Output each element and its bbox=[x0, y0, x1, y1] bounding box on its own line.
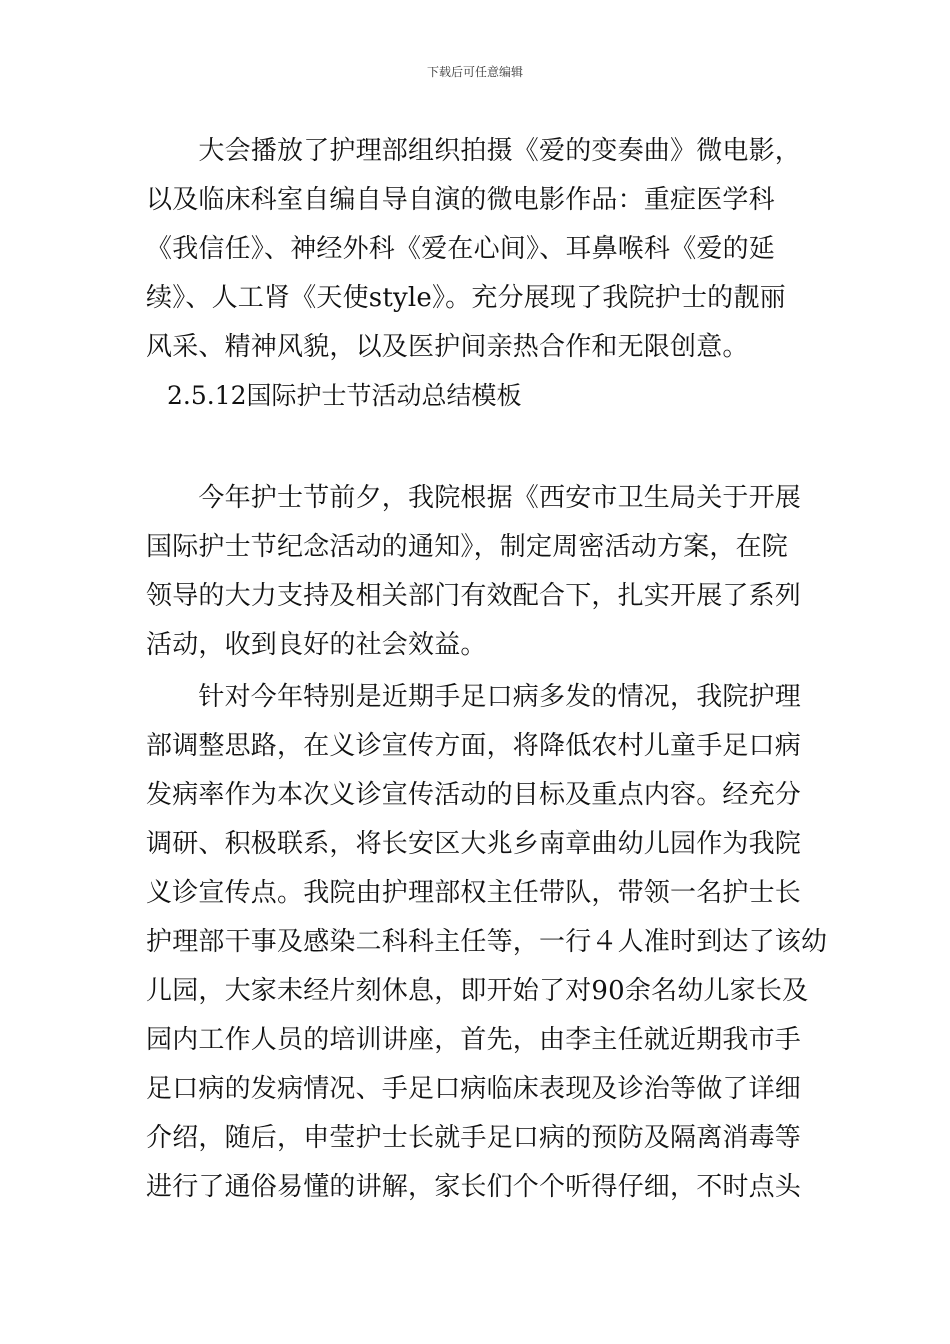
text-line: 进行了通俗易懂的讲解，家长们个个听得仔细，不时点头 bbox=[146, 1172, 802, 1202]
text-line: 部调整思路，在义诊宣传方面，将降低农村儿童手足口病 bbox=[146, 731, 802, 761]
header-note: 下载后可任意编辑 bbox=[426, 65, 523, 79]
text-line: 园内工作人员的培训讲座，首先，由李主任就近期我市手 bbox=[146, 1025, 802, 1055]
text-line: 足口病的发病情况、手足口病临床表现及诊治等做了详细 bbox=[146, 1074, 802, 1104]
text-line: 义诊宣传点。我院由护理部权主任带队，带领一名护士长 bbox=[146, 878, 802, 908]
text-line: 续》、人工肾《天使style》。充分展现了我院护士的靓丽 bbox=[146, 283, 786, 313]
text-line: 国际护士节纪念活动的通知》，制定周密活动方案，在院 bbox=[146, 532, 789, 562]
text-line: 调研、积极联系，将长安区大兆乡南章曲幼儿园作为我院 bbox=[146, 829, 802, 859]
text-line: 《我信任》、神经外科《爱在心间》、耳鼻喉科《爱的延 bbox=[146, 234, 776, 264]
text-line: 针对今年特别是近期手足口病多发的情况，我院护理 bbox=[146, 682, 802, 712]
text-line: 大会播放了护理部组织拍摄《爱的变奏曲》微电影， bbox=[146, 136, 802, 166]
text-line: 今年护士节前夕，我院根据《西安市卫生局关于开展 bbox=[146, 483, 802, 513]
text-line: 儿园，大家未经片刻休息，即开始了对90余名幼儿家长及 bbox=[146, 976, 809, 1006]
text-line: 以及临床科室自编自导自演的微电影作品：重症医学科 bbox=[146, 185, 775, 215]
text-line: 领导的大力支持及相关部门有效配合下，扎实开展了系列 bbox=[146, 581, 802, 611]
text-line: 活动，收到良好的社会效益。 bbox=[146, 630, 487, 660]
text-line: 护理部干事及感染二科科主任等，一行４人准时到达了该幼 bbox=[146, 927, 828, 957]
text-line: 发病率作为本次义诊宣传活动的目标及重点内容。经充分 bbox=[146, 780, 802, 810]
text-line: 介绍，随后，申莹护士长就手足口病的预防及隔离消毒等 bbox=[146, 1123, 802, 1153]
section-heading: 2.5.12国际护士节活动总结模板 bbox=[167, 381, 522, 410]
text-line: 风采、精神风貌，以及医护间亲热合作和无限创意。 bbox=[146, 332, 749, 362]
